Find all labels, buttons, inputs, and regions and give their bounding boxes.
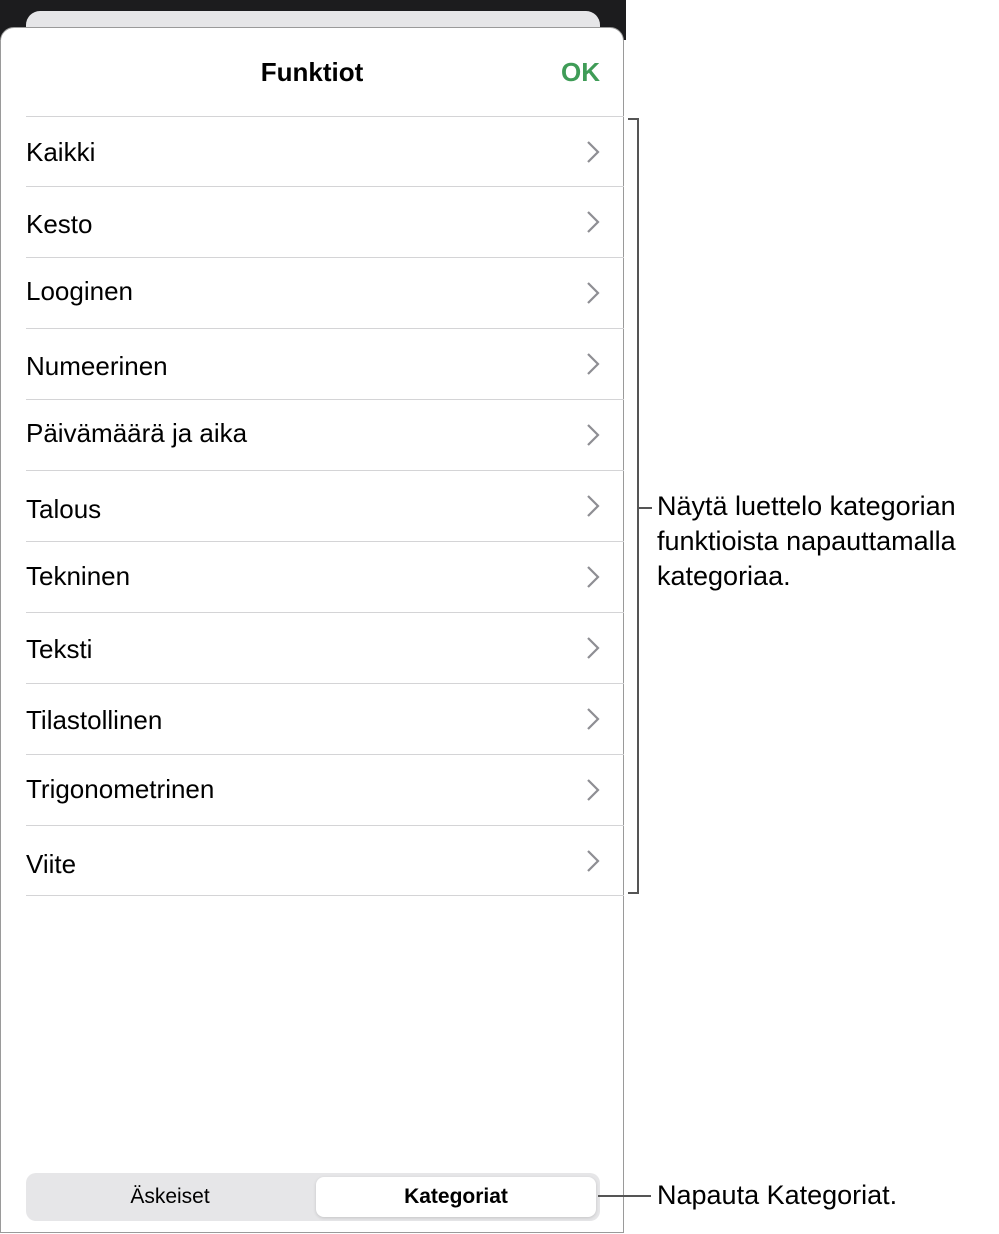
list-item-label: Tilastollinen <box>26 705 163 735</box>
list-item-numeerinen[interactable] <box>26 328 624 399</box>
list-item-label: Teksti <box>26 634 93 664</box>
list-item-label: Päivämäärä ja aika <box>26 418 248 448</box>
list-item-label: Numeerinen <box>26 351 168 381</box>
chevron-right-icon <box>586 849 600 873</box>
callout-tab: Napauta Kategoriat. <box>657 1180 898 1210</box>
list-item-paivamaara-ja-aika[interactable] <box>26 399 624 470</box>
chevron-right-icon <box>586 636 600 660</box>
chevron-right-icon <box>586 352 600 376</box>
chevron-right-icon <box>586 707 600 731</box>
list-item-looginen[interactable] <box>26 257 624 328</box>
list-item-kesto[interactable] <box>26 186 624 257</box>
chevron-right-icon <box>586 210 600 234</box>
segmented-control <box>26 1173 600 1221</box>
list-item-tilastollinen[interactable] <box>26 683 624 754</box>
callout-list-line1: Näytä luettelo kategorian <box>657 491 956 521</box>
list-item-label: Kesto <box>26 209 93 239</box>
list-item-talous[interactable] <box>26 470 624 541</box>
list-item-viite[interactable] <box>26 825 624 896</box>
list-item-tekninen[interactable] <box>26 541 624 612</box>
list-item-label: Looginen <box>26 276 133 306</box>
ok-button[interactable]: OK <box>561 57 600 87</box>
callout-list <box>657 489 999 594</box>
chevron-right-icon <box>586 494 600 518</box>
chevron-right-icon <box>586 778 600 802</box>
list-item-teksti[interactable] <box>26 612 624 683</box>
list-item-label: Tekninen <box>26 561 131 591</box>
callout-bracket-bottom <box>628 892 639 894</box>
chevron-right-icon <box>586 140 600 164</box>
list-item-label: Talous <box>26 494 102 524</box>
sheet-title: Funktiot <box>260 57 364 87</box>
category-list <box>26 116 624 896</box>
segment-recent[interactable]: Äskeiset <box>130 1185 210 1208</box>
chevron-right-icon <box>586 281 600 305</box>
callout-list-line3: kategoriaa. <box>657 561 791 591</box>
list-item-kaikki[interactable] <box>26 116 624 186</box>
callout-leader-list <box>639 507 652 509</box>
list-item-label: Trigonometrinen <box>26 774 215 804</box>
callout-list-line2: funktioista napauttamalla <box>657 526 956 556</box>
list-item-trigonometrinen[interactable] <box>26 754 624 825</box>
chevron-right-icon <box>586 565 600 589</box>
chevron-right-icon <box>586 423 600 447</box>
list-item-label: Kaikki <box>26 137 96 167</box>
list-item-label: Viite <box>26 849 77 879</box>
callout-leader-tab <box>598 1195 651 1197</box>
callout-bracket-vertical <box>637 118 639 894</box>
segment-categories[interactable]: Kategoriat <box>316 1177 596 1217</box>
